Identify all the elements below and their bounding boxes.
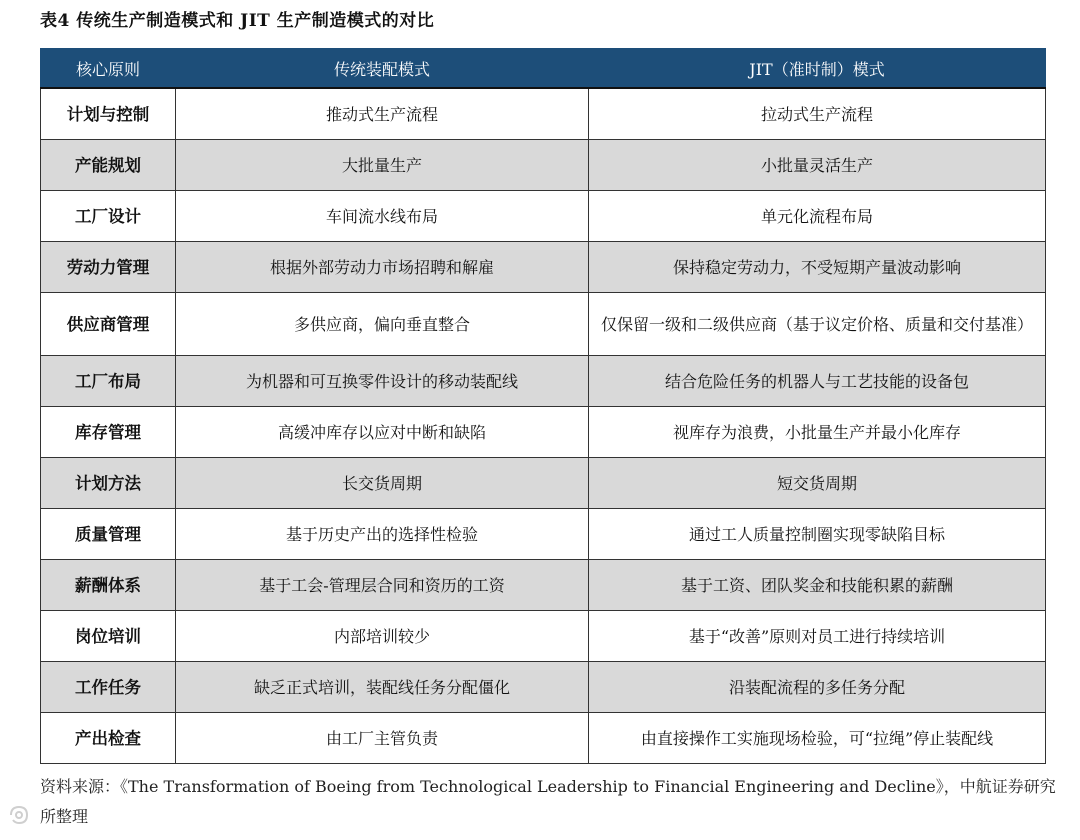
row-traditional: 大批量生产 <box>176 140 589 191</box>
comparison-table <box>40 48 1046 764</box>
row-jit: 结合危险任务的机器人与工艺技能的设备包 <box>589 356 1046 407</box>
table-row <box>41 88 1046 140</box>
row-traditional: 基于历史产出的选择性检验 <box>176 509 589 560</box>
table-row <box>41 356 1046 407</box>
table-row <box>41 140 1046 191</box>
row-principle: 产能规划 <box>41 140 176 191</box>
table-row <box>41 713 1046 764</box>
row-traditional: 由工厂主管负责 <box>176 713 589 764</box>
row-principle: 薪酬体系 <box>41 560 176 611</box>
row-traditional: 内部培训较少 <box>176 611 589 662</box>
table-row <box>41 293 1046 356</box>
row-jit: 由直接操作工实施现场检验，可“拉绳”停止装配线 <box>589 713 1046 764</box>
header-jit-mode: JIT（准时制）模式 <box>589 49 1046 89</box>
row-jit: 保持稳定劳动力，不受短期产量波动影响 <box>589 242 1046 293</box>
header-traditional-mode: 传统装配模式 <box>176 49 589 89</box>
row-traditional: 车间流水线布局 <box>176 191 589 242</box>
row-principle: 劳动力管理 <box>41 242 176 293</box>
row-jit: 拉动式生产流程 <box>589 88 1046 140</box>
watermark-icon <box>8 804 34 831</box>
row-traditional: 长交货周期 <box>176 458 589 509</box>
row-principle: 工作任务 <box>41 662 176 713</box>
row-principle: 质量管理 <box>41 509 176 560</box>
row-traditional: 高缓冲库存以应对中断和缺陷 <box>176 407 589 458</box>
row-principle: 供应商管理 <box>41 293 176 356</box>
table-row <box>41 662 1046 713</box>
table-header-row <box>41 49 1046 89</box>
row-traditional: 基于工会-管理层合同和资历的工资 <box>176 560 589 611</box>
table-row <box>41 611 1046 662</box>
row-principle: 工厂布局 <box>41 356 176 407</box>
table-row <box>41 191 1046 242</box>
table-row <box>41 242 1046 293</box>
row-jit: 单元化流程布局 <box>589 191 1046 242</box>
table-row <box>41 458 1046 509</box>
row-jit: 视库存为浪费，小批量生产并最小化库存 <box>589 407 1046 458</box>
row-traditional: 推动式生产流程 <box>176 88 589 140</box>
row-principle: 库存管理 <box>41 407 176 458</box>
row-jit: 小批量灵活生产 <box>589 140 1046 191</box>
header-core-principle: 核心原则 <box>41 49 176 89</box>
row-jit: 通过工人质量控制圈实现零缺陷目标 <box>589 509 1046 560</box>
row-traditional: 多供应商，偏向垂直整合 <box>176 293 589 356</box>
row-principle: 产出检查 <box>41 713 176 764</box>
row-principle: 岗位培训 <box>41 611 176 662</box>
row-traditional: 根据外部劳动力市场招聘和解雇 <box>176 242 589 293</box>
source-note: 资料来源：《The Transformation of Boeing from Technological Leadership to Financial Engineering and Decline》，中航证券研究所整理 <box>40 777 1056 826</box>
row-principle: 计划与控制 <box>41 88 176 140</box>
row-jit: 短交货周期 <box>589 458 1046 509</box>
row-traditional: 缺乏正式培训，装配线任务分配僵化 <box>176 662 589 713</box>
table-title: 表4 传统生产制造模式和 JIT 生产制造模式的对比 <box>40 11 435 31</box>
row-jit: 基于工资、团队奖金和技能积累的薪酬 <box>589 560 1046 611</box>
row-principle: 工厂设计 <box>41 191 176 242</box>
row-jit: 沿装配流程的多任务分配 <box>589 662 1046 713</box>
table-row <box>41 560 1046 611</box>
table-row <box>41 509 1046 560</box>
row-principle: 计划方法 <box>41 458 176 509</box>
table-row <box>41 407 1046 458</box>
row-traditional: 为机器和可互换零件设计的移动装配线 <box>176 356 589 407</box>
row-jit: 仅保留一级和二级供应商（基于议定价格、质量和交付基准） <box>589 293 1046 356</box>
row-jit: 基于“改善”原则对员工进行持续培训 <box>589 611 1046 662</box>
